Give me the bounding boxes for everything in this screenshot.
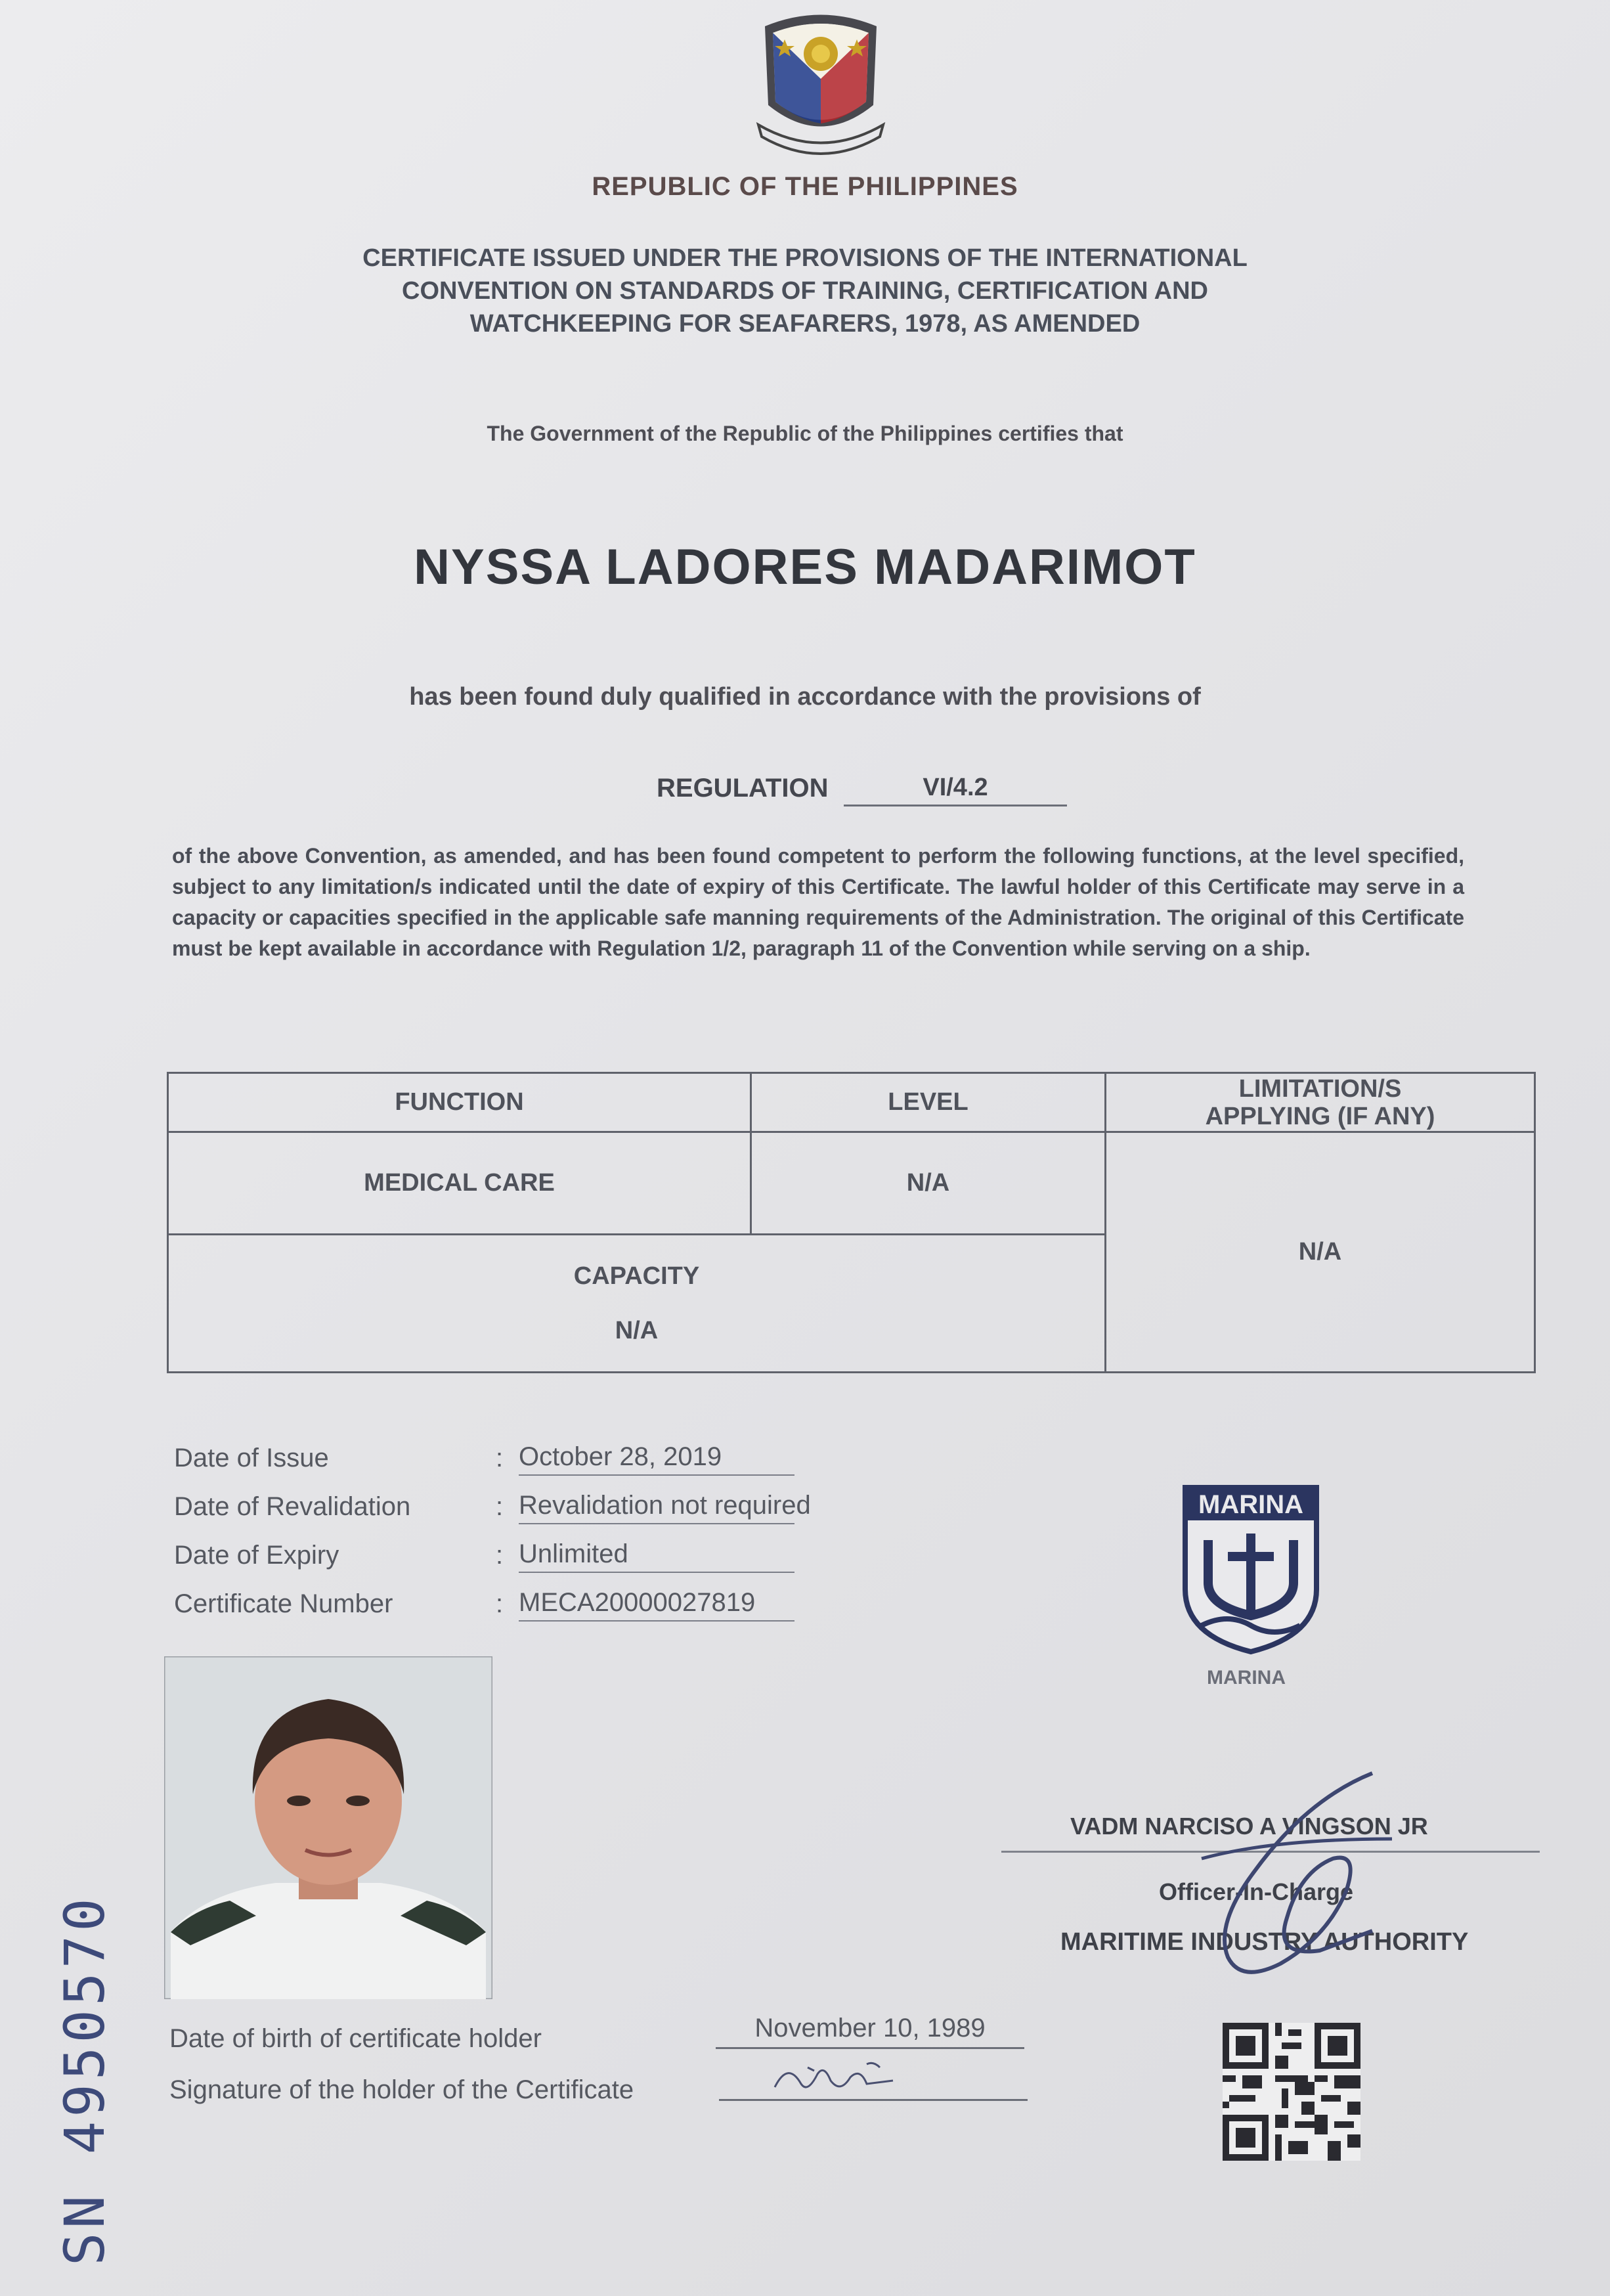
marina-logo-text: MARINA bbox=[1198, 1490, 1303, 1519]
detail-colon: : bbox=[496, 1492, 504, 1521]
limitations-header bbox=[1106, 1073, 1535, 1132]
holder-name: NYSSA LADORES MADARIMOT bbox=[414, 539, 1196, 595]
detail-colon: : bbox=[496, 1541, 504, 1570]
heading-line-1: CERTIFICATE ISSUED UNDER THE PROVISIONS OF THE INTERNATIONAL bbox=[362, 244, 1248, 272]
signatory-name: VADM NARCISO A VINGSON JR bbox=[1070, 1813, 1428, 1840]
capacity-cell bbox=[168, 1235, 1106, 1373]
date-of-revalidation-value: Revalidation not required bbox=[519, 1491, 794, 1524]
coat-of-arms-seal-icon bbox=[739, 7, 903, 164]
issuing-organization: MARITIME INDUSTRY AUTHORITY bbox=[1060, 1928, 1469, 1956]
officer-signature-icon bbox=[1175, 1760, 1412, 1997]
level-value: N/A bbox=[751, 1132, 1106, 1235]
date-of-expiry-label: Date of Expiry bbox=[174, 1541, 339, 1570]
marina-shield-logo-icon bbox=[1182, 1484, 1320, 1655]
capacity-value: N/A bbox=[615, 1316, 659, 1344]
date-of-birth-label: Date of birth of certificate holder bbox=[169, 2024, 542, 2053]
certifies-statement: The Government of the Republic of the Philippines certifies that bbox=[487, 422, 1123, 445]
limitations-header-line-1: LIMITATION/S bbox=[1238, 1074, 1402, 1103]
heading-line-2: CONVENTION ON STANDARDS OF TRAINING, CERTIFICATION AND bbox=[402, 277, 1208, 305]
regulation-label: REGULATION bbox=[657, 774, 829, 803]
holder-signature-line bbox=[719, 2099, 1028, 2101]
regulation-value: VI/4.2 bbox=[844, 774, 1067, 806]
limitations-header-line-2: APPLYING (IF ANY) bbox=[1205, 1102, 1435, 1130]
detail-colon: : bbox=[496, 1444, 504, 1472]
functions-table bbox=[167, 1072, 1536, 1373]
certificate-number-value: MECA20000027819 bbox=[519, 1588, 794, 1622]
date-of-issue-value: October 28, 2019 bbox=[519, 1442, 794, 1476]
date-of-expiry-value: Unlimited bbox=[519, 1539, 794, 1573]
holder-photo-icon bbox=[164, 1656, 492, 1999]
certificate-heading bbox=[0, 242, 1610, 340]
qualified-statement: has been found duly qualified in accordance with the provisions of bbox=[409, 683, 1201, 711]
certificate-number-label: Certificate Number bbox=[174, 1589, 393, 1618]
date-of-revalidation-label: Date of Revalidation bbox=[174, 1492, 411, 1521]
holder-signature-label: Signature of the holder of the Certificate bbox=[169, 2075, 634, 2104]
serial-number: SN 4950570 bbox=[53, 1894, 117, 2266]
convention-body-text: of the above Convention, as amended, and has been found competent to perform the following functions, at the level specified, subject to any limitation/s indicated until the date of expiry of this Certificate. The lawful holder of this Certificate may serve in a capacity or capacities specified in the applicable safe manning requirements of the Administration. The original of this Certificate must be kept available in accordance with Regulation 1/2, paragraph 11 of the Convention while serving on a ship. bbox=[172, 844, 1464, 960]
level-header: LEVEL bbox=[751, 1073, 1106, 1132]
detail-colon: : bbox=[496, 1589, 504, 1618]
marina-caption: MARINA bbox=[1207, 1667, 1286, 1689]
qr-code-icon bbox=[1223, 2023, 1360, 2161]
holder-signature-icon bbox=[768, 2054, 913, 2100]
limitations-value: N/A bbox=[1106, 1132, 1535, 1373]
date-of-issue-label: Date of Issue bbox=[174, 1444, 329, 1472]
function-value: MEDICAL CARE bbox=[168, 1132, 751, 1235]
country-title: REPUBLIC OF THE PHILIPPINES bbox=[592, 172, 1018, 201]
function-header: FUNCTION bbox=[168, 1073, 751, 1132]
signatory-title: Officer-In-Charge bbox=[1159, 1878, 1354, 1905]
date-of-birth-value: November 10, 1989 bbox=[716, 2014, 1024, 2049]
heading-line-3: WATCHKEEPING FOR SEAFARERS, 1978, AS AMENDED bbox=[469, 310, 1141, 338]
capacity-label: CAPACITY bbox=[573, 1262, 700, 1290]
